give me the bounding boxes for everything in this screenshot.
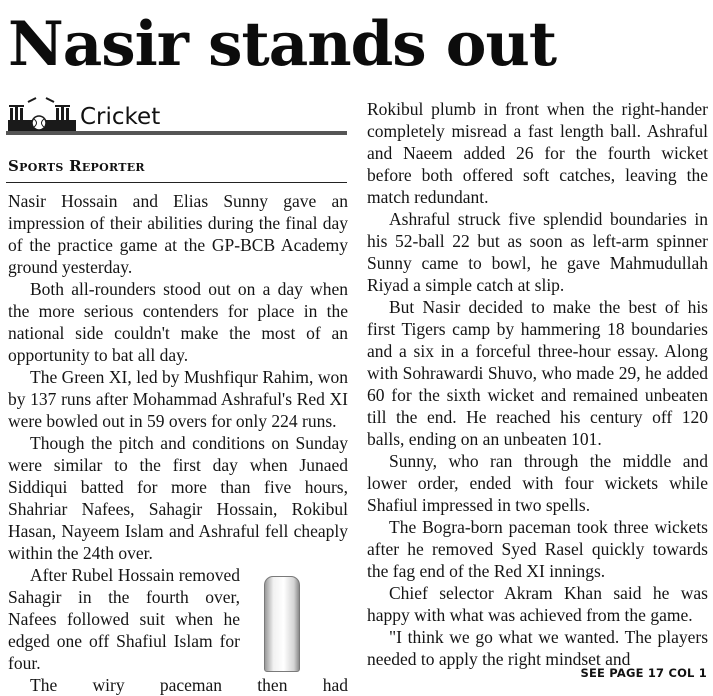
article-paragraph: Sunny, who ran through the middle and lower order, ended with four wickets while Shafiul impressed in two spells. xyxy=(367,451,708,515)
article-column-1 xyxy=(8,190,348,696)
article-paragraph: Nasir Hossain and Elias Sunny gave an impression of their abilities during the final day of the practice game at the GP-BCB Academy ground yesterday. xyxy=(8,191,348,277)
article-paragraph: But Nasir decided to make the best of his first Tigers camp by hammering 18 boundaries and a six in a forceful three-hour essay. Along with Sohrawardi Shuvo, who made 29, he added 60 for the sixth wicket and remained unbeaten till the end. He reached his century off 120 balls, ending on an unbeaten 101. xyxy=(367,297,708,449)
cricket-stumps-ball-icon xyxy=(6,96,78,134)
cricket-bat-photo xyxy=(248,572,348,660)
byline-rule xyxy=(6,182,347,183)
article-paragraph: After Rubel Hossain removed Sahagir in the fourth over, Nafees followed suit when he edged one off Shafiul Islam for four. xyxy=(8,565,240,673)
section-rule xyxy=(6,131,347,135)
byline: Sports Reporter xyxy=(8,157,145,175)
headline: Nasir stands out xyxy=(8,9,557,80)
article-paragraph: The Green XI, led by Mushfiqur Rahim, won by 137 runs after Mohammad Ashraful's Red XI were bowled out in 59 overs for only 224 runs. xyxy=(8,367,348,431)
article-column-2 xyxy=(367,98,708,670)
article-paragraph: Both all-rounders stood out on a day when the more serious contenders for place in the national side couldn't make the most of an opportunity to bat all day. xyxy=(8,279,348,365)
article-paragraph: Rokibul plumb in front when the right-hander completely misread a fast length ball. Ashraful and Naeem added 26 for the fourth wicket before both offered soft catches, leaving the match redundant. xyxy=(367,99,708,207)
article-paragraph: Chief selector Akram Khan said he was happy with what was achieved from the game. xyxy=(367,583,708,625)
cricket-bat-icon xyxy=(264,576,300,672)
section-label: Cricket xyxy=(80,104,161,130)
article-paragraph: The wiry paceman then had xyxy=(30,675,348,695)
article-paragraph: "I think we go what we wanted. The players needed to apply the right mindset and xyxy=(367,627,708,669)
article-paragraph: Though the pitch and conditions on Sunday were similar to the first day when Junaed Siddiqui batted for more than five hours, Shahriar Nafees, Sahagir Hossain, Rokibul Hasan, Nayeem Islam and Ashraful fell cheaply within the 24th over. xyxy=(8,433,348,563)
continuation-reference: SEE PAGE 17 COL 1 xyxy=(580,666,707,680)
article-paragraph: The Bogra-born paceman took three wickets after he removed Syed Rasel quickly towards the fag end of the Red XI innings. xyxy=(367,517,708,581)
article-paragraph: Ashraful struck five splendid boundaries in his 52-ball 22 but as soon as left-arm spinner Sunny came to bowl, he gave Mahmudullah Riyad a simple catch at slip. xyxy=(367,209,708,295)
